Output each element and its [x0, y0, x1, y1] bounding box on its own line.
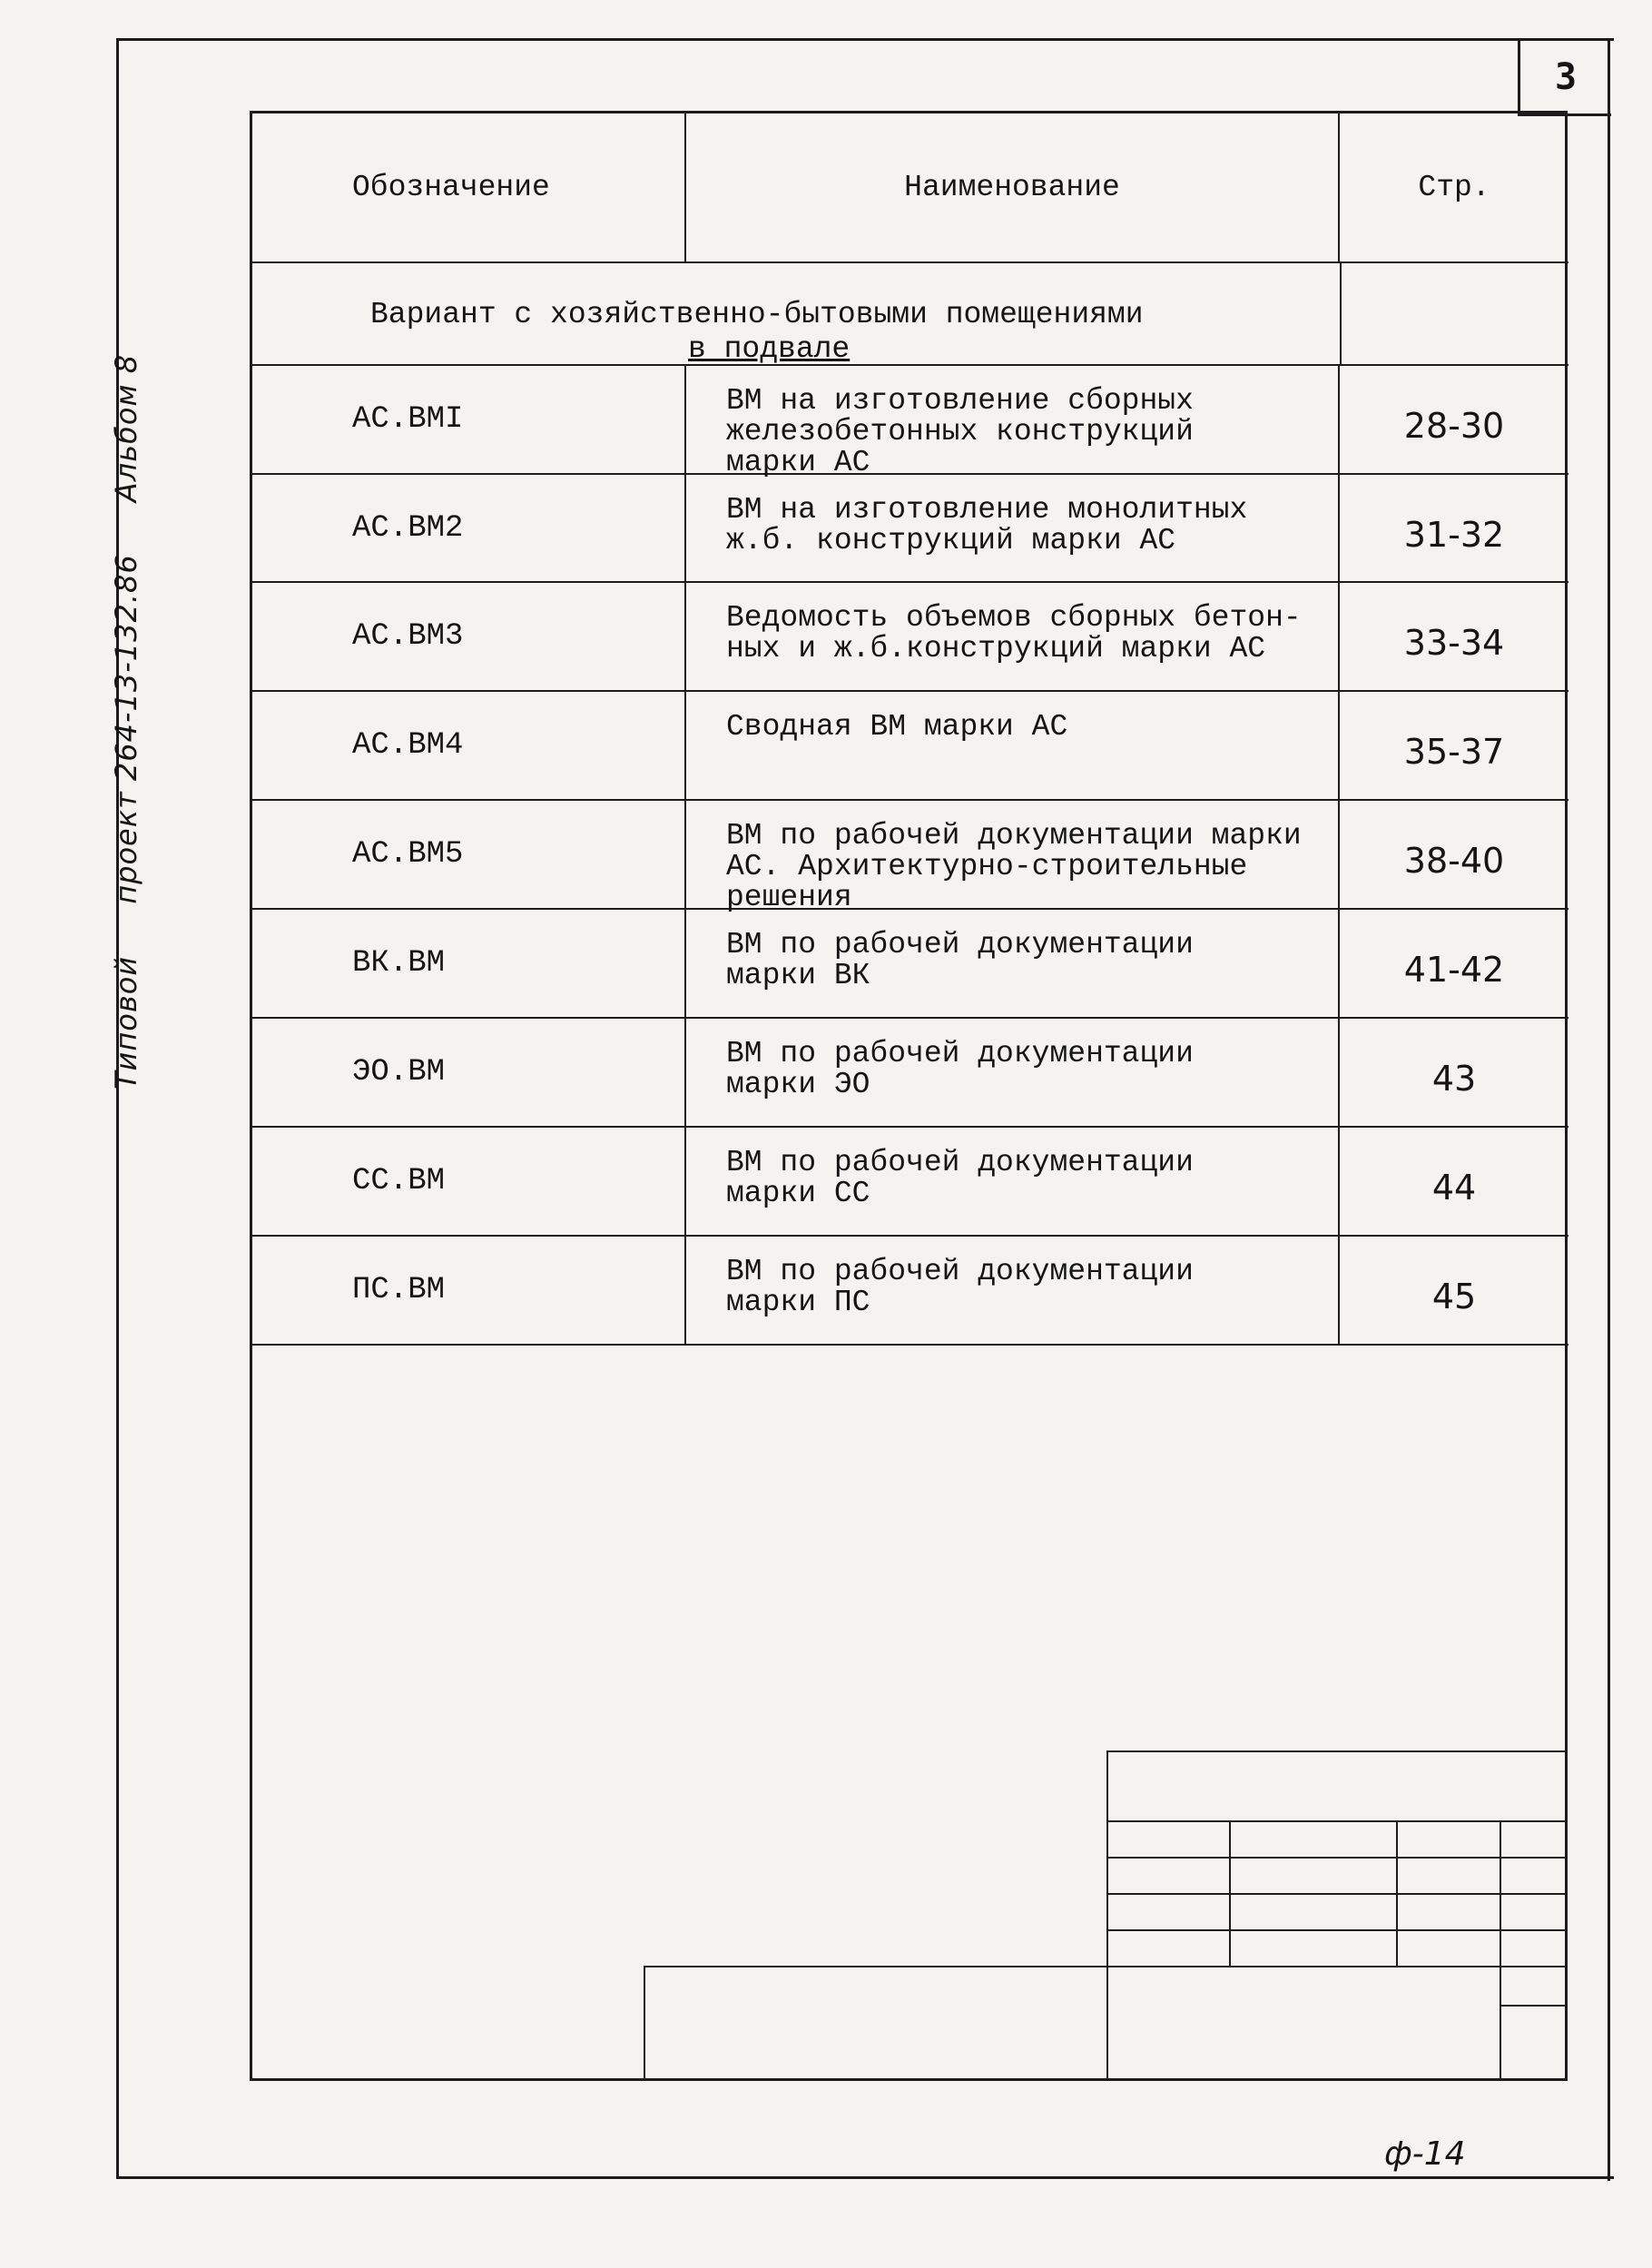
row-name: ВМ по рабочей документации марки АС. Архитектурно-строительные решения — [686, 801, 1340, 908]
title-block-line — [1500, 2005, 1568, 2007]
title-block-line — [1396, 1820, 1398, 1967]
table-row — [252, 1237, 1568, 1346]
title-block-line — [1229, 1820, 1231, 1967]
row-pages: 28-30 — [1403, 406, 1505, 446]
row-code: ЭО.ВМ — [252, 1019, 686, 1126]
row-name: ВМ по рабочей документации марки ПС — [686, 1237, 1340, 1344]
row-pages: 35-37 — [1403, 732, 1505, 772]
table-row — [252, 801, 1568, 914]
variant-title-line1: Вариант с хозяйственно-бытовыми помещениями — [370, 298, 1144, 331]
row-name: ВМ на изготовление монолитных ж.б. конструкций марки АС — [686, 475, 1340, 581]
table-row — [252, 1019, 1568, 1128]
row-code: АС.ВМ3 — [252, 583, 686, 690]
header-name: Наименование — [686, 113, 1340, 261]
row-pages: 45 — [1431, 1277, 1477, 1316]
table-row — [252, 475, 1568, 583]
variant-title — [370, 298, 1144, 367]
title-block-line — [1106, 1929, 1568, 1931]
row-code: АС.ВМ2 — [252, 475, 686, 581]
variant-row — [252, 263, 1568, 366]
row-pages: 31-32 — [1403, 514, 1505, 555]
side-label-type: Типовой — [109, 955, 143, 1090]
table-row — [252, 1128, 1568, 1237]
row-name: ВМ по рабочей документации марки ВК — [686, 910, 1340, 1017]
row-code: ПС.ВМ — [252, 1237, 686, 1344]
row-name: ВМ по рабочей документации марки ЭО — [686, 1019, 1340, 1126]
row-name: ВМ по рабочей документации марки СС — [686, 1128, 1340, 1235]
row-code: СС.ВМ — [252, 1128, 686, 1235]
header-pages: Стр. — [1418, 171, 1490, 204]
row-name: Сводная ВМ марки АС — [686, 692, 1340, 799]
row-pages: 43 — [1431, 1059, 1477, 1099]
title-block-line — [1106, 1893, 1568, 1895]
table-row — [252, 366, 1568, 479]
variant-pages-cell — [1340, 263, 1342, 364]
variant-title-line2: в подвале — [688, 332, 851, 366]
title-block-main — [644, 1966, 1568, 2081]
title-block-line — [1500, 1820, 1501, 2081]
row-code: АС.ВМI — [252, 366, 686, 473]
row-pages: 44 — [1431, 1168, 1477, 1208]
side-label-album: Альбом 8 — [109, 353, 143, 503]
row-name: Ведомость объемов сборных бетон- ных и ж.б.конструкций марки АС — [686, 583, 1340, 690]
title-block-line — [1106, 1820, 1568, 1822]
row-code: АС.ВМ4 — [252, 692, 686, 799]
row-pages: 41-42 — [1403, 950, 1505, 990]
table-header-row — [252, 113, 1568, 263]
row-pages: 38-40 — [1403, 841, 1505, 881]
sheet-code: ф-14 — [1384, 2135, 1466, 2173]
table-row — [252, 692, 1568, 801]
row-pages: 33-34 — [1403, 623, 1505, 663]
row-name: ВМ на изготовление сборных железобетонных конструкций марки АС — [686, 366, 1340, 473]
page-number: 3 — [1518, 41, 1611, 116]
side-label — [109, 312, 143, 1090]
table-row — [252, 583, 1568, 692]
table-row — [252, 910, 1568, 1019]
row-code: ВК.ВМ — [252, 910, 686, 1017]
header-designation: Обозначение — [252, 113, 686, 261]
side-label-project: проект 264-13-132.86 — [109, 554, 143, 904]
drawing-frame-right-edge — [1608, 38, 1610, 2181]
row-code: АС.ВМ5 — [252, 801, 686, 908]
title-block-line — [1106, 1857, 1568, 1859]
